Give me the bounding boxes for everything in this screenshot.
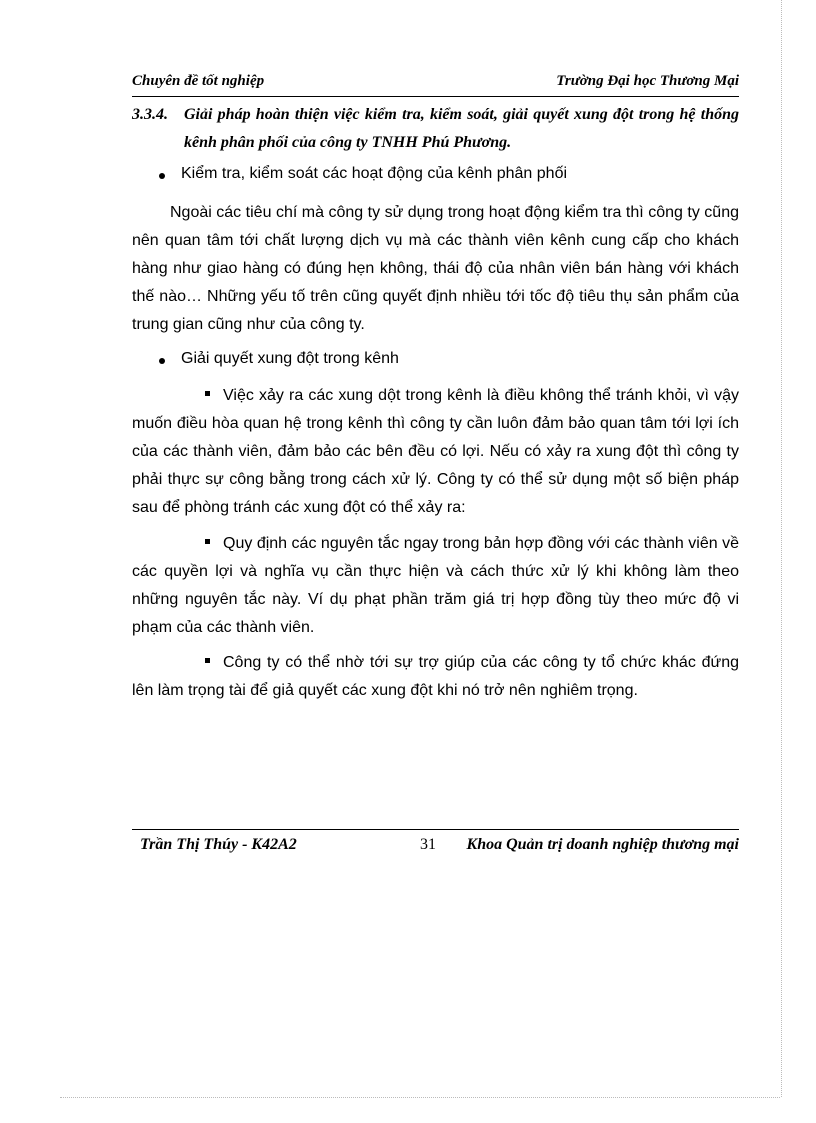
bullet-label: Giải quyết xung đột trong kênh	[181, 350, 399, 367]
paragraph	[132, 199, 739, 339]
bullet-label: Kiểm tra, kiểm soát các hoạt động của kênh phân phối	[181, 165, 568, 182]
footer-author: Trần Thị Thúy - K42A2	[140, 836, 297, 853]
bullet-dot-icon	[159, 358, 165, 364]
sub-bullet-item	[132, 382, 739, 522]
sub-bullet-paragraph	[132, 382, 739, 522]
footer-department: Khoa Quản trị doanh nghiệp thương mại	[466, 836, 739, 853]
page-number: 31	[420, 836, 436, 853]
page-footer	[132, 836, 739, 860]
sub-bullet-item	[132, 530, 739, 642]
page-edge-right	[781, 0, 782, 1097]
sub-bullet-paragraph	[132, 530, 739, 642]
square-bullet-icon	[205, 658, 210, 663]
square-bullet-icon	[205, 391, 210, 396]
footer-rule	[132, 829, 739, 830]
sub-bullet-text: Quy định các nguyên tắc ngay trong bản hợp đồng với các thành viên về các quyền lợi và nghĩa vụ cần thực hiện và cách thức xử lý khi không làm theo những nguyên tắc này. Ví dụ phạt phần trăm giá trị hợp đồng tùy theo mức độ vi phạm của các thành viên.	[132, 535, 739, 636]
sub-bullet-paragraph	[132, 649, 739, 705]
sub-bullet-item	[132, 649, 739, 705]
square-bullet-icon	[205, 539, 210, 544]
header-left: Chuyên đề tốt nghiệp	[132, 73, 265, 89]
page-edge-bottom	[60, 1097, 780, 1098]
section-title: Giải pháp hoàn thiện việc kiểm tra, kiểm soát, giải quyết xung đột trong hệ thống kênh phân phối của công ty TNHH Phú Phương.	[184, 106, 739, 151]
sub-bullet-text: Công ty có thể nhờ tới sự trợ giúp của các công ty tổ chức khác đứng lên làm trọng tài để giả quyết các xung đột khi nó trở nên nghiêm trọng.	[132, 654, 739, 699]
header-rule	[132, 96, 739, 97]
bullet-dot-icon	[159, 173, 165, 179]
sub-bullet-text: Việc xảy ra các xung dột trong kênh là điều không thể tránh khỏi, vì vậy muốn điều hòa quan hệ trong kênh thì công ty cần luôn đảm bảo quan tâm tới lợi ích của các thành viên, đảm bảo các bên đều có lợi. Nếu có xảy ra xung đột thì công ty phải thực sự công bằng trong cách xử lý. Công ty có thể sử dụng một số biện pháp sau để phòng tránh các xung đột có thể xảy ra:	[132, 387, 739, 516]
paragraph-text: Ngoài các tiêu chí mà công ty sử dụng trong hoạt động kiểm tra thì công ty cũng nên quan tâm tới chất lượng dịch vụ mà các thành viên kênh cung cấp cho khách hàng như giao hàng có đúng hẹn không, thái độ của nhân viên bán hàng với khách thế nào… Những yếu tố trên cũng quyết định nhiều tới tốc độ tiêu thụ sản phẩm của trung gian cũng như của công ty.	[132, 204, 739, 333]
section-heading	[132, 101, 739, 157]
header-right: Trường Đại học Thương Mại	[556, 73, 739, 89]
section-number: 3.3.4.	[132, 106, 168, 123]
page-header	[132, 73, 739, 93]
